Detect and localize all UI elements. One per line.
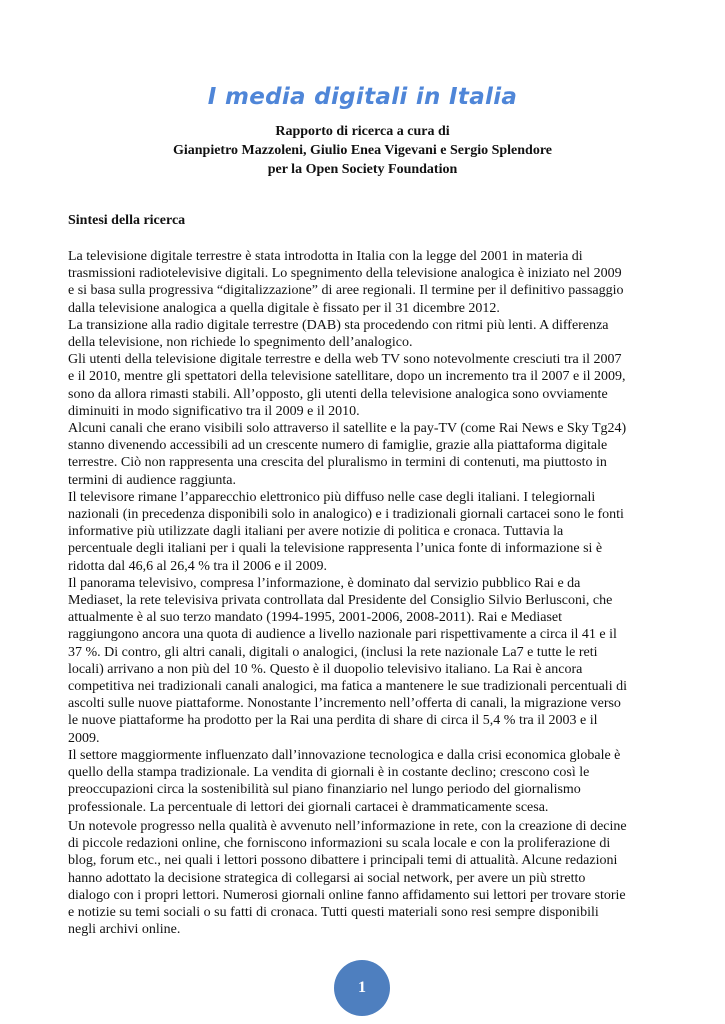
text-line: Il panorama televisivo, compresa l’informazione, è dominato dal servizio pubblico Rai e da [68, 575, 581, 591]
subtitle-foundation: per la Open Society Foundation [267, 162, 458, 177]
text-line: 37 %. Di contro, gli altri canali, digitali o analogici, (inclusi la rete nazionale La7 e tutte le reti [68, 644, 598, 660]
text-line: attualmente è al suo terzo mandato (1994-1995, 2001-2006, 2008-2011). Rai e Mediaset [68, 610, 563, 626]
text-line: La televisione digitale terrestre è stata introdotta in Italia con la legge del 2001 in materia di [68, 249, 583, 264]
text-line: 2009. [68, 730, 100, 746]
text-line: preoccupazioni circa la sostenibilità sul piano finanziario nel lungo periodo del giornalismo [68, 782, 581, 798]
text-line: le nuove piattaforme ha prodotto per la Rai una perdita di share di circa il 5,4 % tra il 2003 e il [68, 713, 598, 729]
text-line: dialogo con i propri lettori. Numerosi giornali online fanno affidamento sui lettori per trovare storie [68, 887, 626, 903]
text-line: quello della stampa tradizionale. La vendita di giornali è in costante declino; crescono così le [68, 765, 590, 781]
section-heading: Sintesi della ricerca [68, 213, 186, 228]
text-line: locali) arrivano a non più del 10 %. Questo è il duopolio televisivo italiano. La Rai è ancora [68, 661, 583, 677]
text-line: Gli utenti della televisione digitale terrestre e della web TV sono notevolmente cresciuti tra il 2007 [68, 352, 622, 368]
text-line: e il 2010, mentre gli spettatori della televisione satellitare, dopo un incremento tra il 2007 e il 2009, [68, 369, 626, 385]
text-line: nazionali (in precedenza disponibili solo in analogico) e i tradizionali giornali cartacei sono le fonti [68, 507, 624, 523]
document-title: I media digitali in Italia [207, 84, 518, 110]
subtitle-authors: Gianpietro Mazzoleni, Giulio Enea Vigevani e Sergio Splendore [172, 143, 553, 158]
text-line: della televisione, non richiede lo spegnimento dell’analogico. [68, 335, 413, 351]
text-line: La transizione alla radio digitale terrestre (DAB) sta procedendo con ritmi più lenti. A differenza [68, 317, 609, 333]
text-line: termini di audience raggiunta. [68, 472, 236, 488]
text-line: dalla televisione analogica a quella digitale è fissato per il 31 dicembre 2012. [68, 300, 500, 316]
text-line: stanno divenendo accessibili ad un crescente numero di famiglie, grazie alla piattaforma digitale [68, 438, 608, 454]
text-line: di piccole redazioni online, che forniscono informazioni su scala locale e con la proliferazione di [68, 836, 611, 852]
page-number-badge [334, 960, 390, 1016]
text-line: diminuiti in modo significativo tra il 2009 e il 2010. [68, 403, 360, 419]
text-line: ascolti sulle nuove piattaforme. Nonostante l’incremento nell’offerta di canali, la migrazione verso [68, 696, 621, 712]
text-line: professionale. La percentuale di lettori dei giornali cartacei è drammaticamente scesa. [68, 799, 549, 815]
text-line: e si basa sulla progressiva “digitalizzazione” di aree regionali. Il termine per il definitivo passaggio [68, 283, 624, 299]
text-line: informative più utilizzate dagli italiani per avere notizie di politica e cronaca. Tuttavia la [68, 524, 564, 540]
text-line: Un notevole progresso nella qualità è avvenuto nell’informazione in rete, con la creazione di decine [68, 819, 627, 834]
text-line: competitiva nei tradizionali canali analogici, ma fatica a mantenere le sue tradizionali percentuali di [68, 679, 627, 695]
subtitle-line: Rapporto di ricerca a cura di [275, 124, 450, 139]
text-line: terrestre. Ciò non rappresenta una crescita del pluralismo in termini di contenuti, ma piuttosto in [68, 455, 607, 471]
text-line: Il televisore rimane l’apparecchio elettronico più diffuso nelle case degli italiani. I telegiornali [68, 489, 596, 505]
body-paragraphs [68, 248, 660, 816]
text-line: ridotta dal 46,6 al 26,4 % tra il 2006 e il 2009. [68, 558, 327, 574]
text-line: Mediaset, la rete televisiva privata controllata dal Presidente del Consiglio Silvio Berlusconi, che [68, 593, 613, 609]
text-line: Alcuni canali che erano visibili solo attraverso il satellite e la pay-TV (come Rai News e Sky Tg24) [68, 421, 627, 437]
text-line: negli archivi online. [68, 922, 181, 938]
text-line: blog, forum etc., nei quali i lettori possono dibattere i principali temi di attualità. Alcune redazioni [68, 853, 618, 869]
text-line: Il settore maggiormente influenzato dall’innovazione tecnologica e dalla crisi economica globale è [68, 747, 621, 763]
text-line: percentuale degli italiani per i quali la televisione rappresenta l’unica fonte di informazione si è [68, 541, 603, 557]
text-line: raggiungono ancora una quota di audience a livello nazionale pari rispettivamente a circa il 41 e il [68, 627, 617, 643]
online-news-paragraph [68, 818, 660, 938]
text-line: trasmissioni radiotelevisive digitali. Lo spegnimento della televisione analogica è iniziato nel 2009 [68, 266, 622, 282]
text-line: e notizie su temi sociali o su fatti di cronaca. Tutti questi materiali sono resi sempre disponibili [68, 905, 599, 921]
page-number: 1 [358, 979, 366, 996]
text-line: hanno adottato la decisione strategica di collegarsi ai social network, per avere un più stretto [68, 870, 586, 886]
text-line: sono da allora rimasti stabili. All’opposto, gli utenti della televisione analogica sono ovviamente [68, 386, 608, 402]
